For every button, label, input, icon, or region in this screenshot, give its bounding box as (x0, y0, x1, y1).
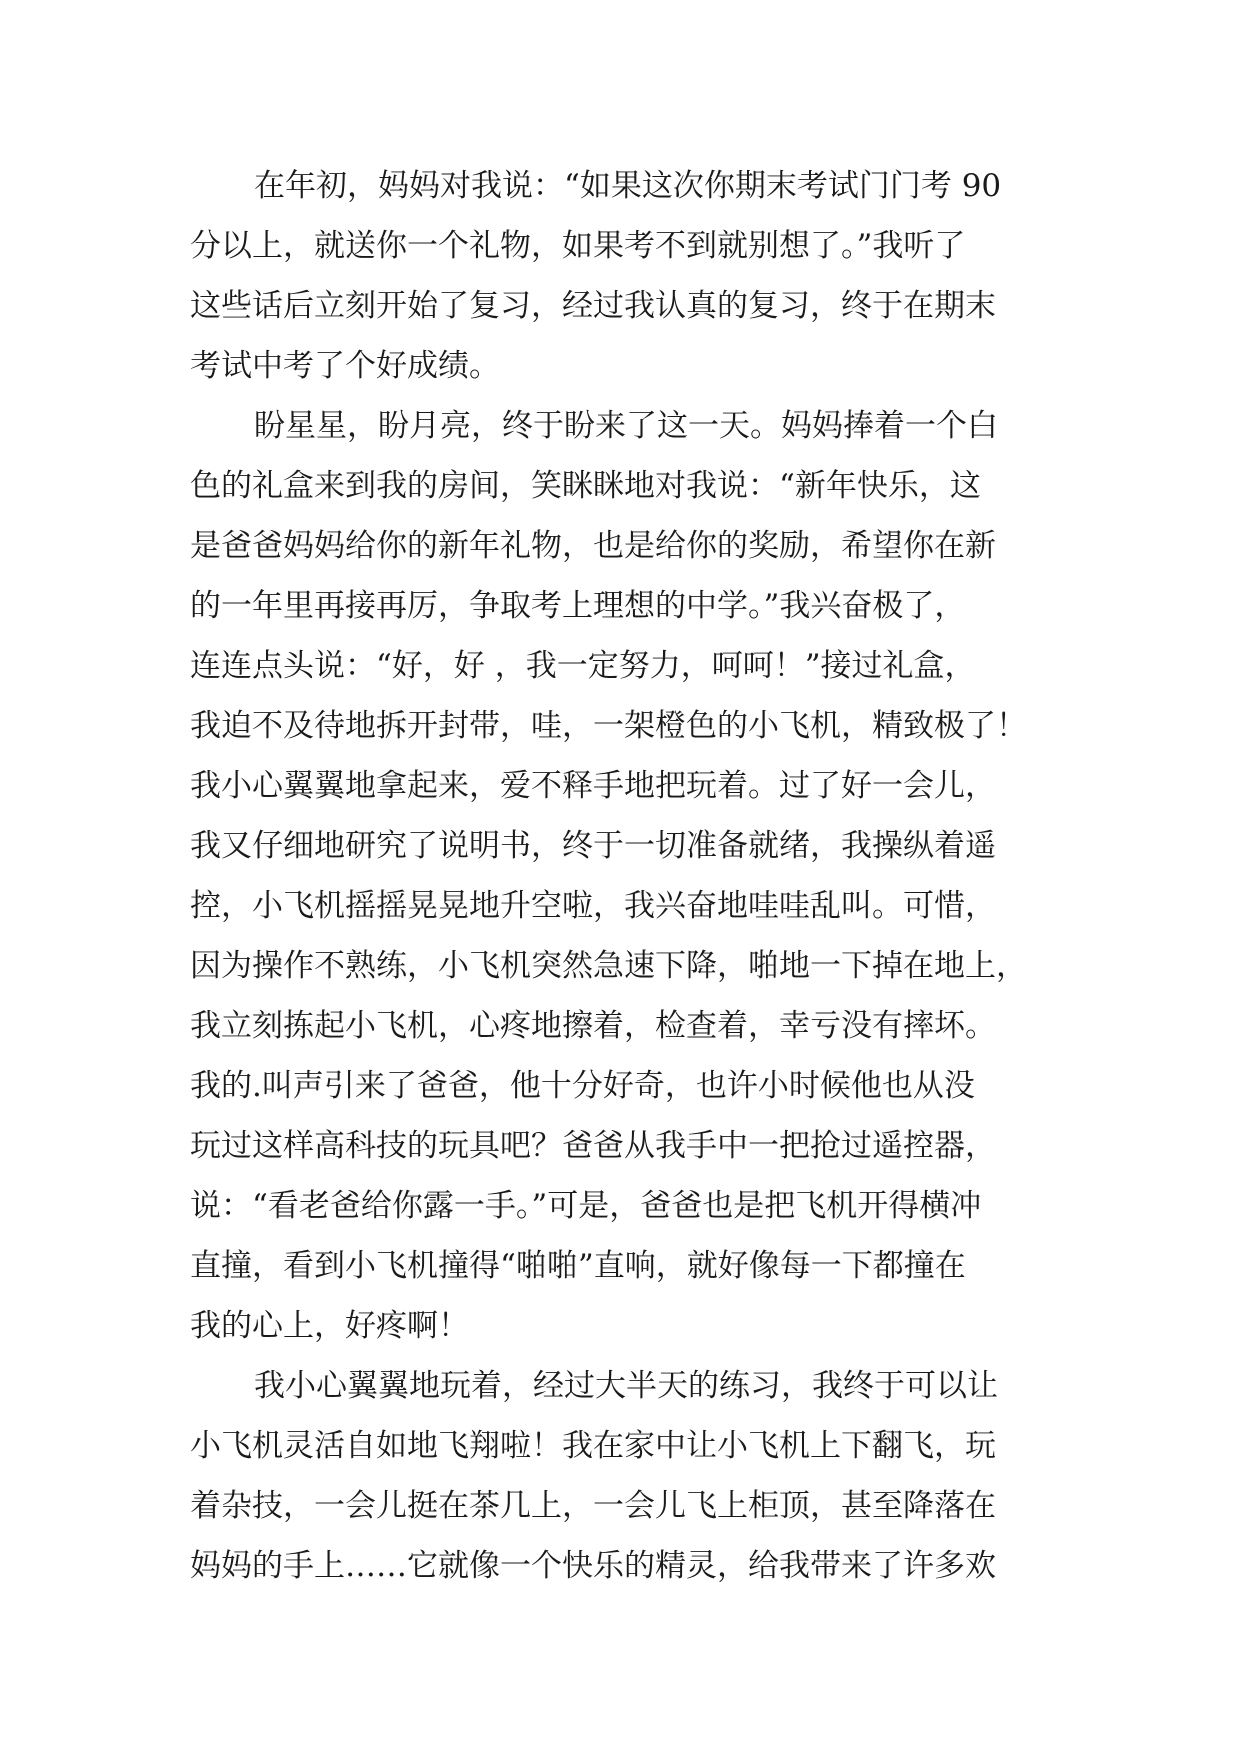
paragraph-2-line-15: 直撞，看到小飞机撞得“啪啪”直响，就好像每一下都撞在 (190, 1248, 966, 1284)
paragraph-3-line-2: 小飞机灵活自如地飞翔啦！我在家中让小飞机上下翻飞，玩 (190, 1428, 996, 1464)
paragraph-2-line-1: 盼星星，盼月亮，终于盼来了这一天。妈妈捧着一个白 (254, 408, 998, 444)
paragraph-3-line-1: 我小心翼翼地玩着，经过大半天的练习，我终于可以让 (254, 1368, 998, 1404)
paragraph-2-line-10: 因为操作不熟练，小飞机突然急速下降，啪地一下掉在地上， (190, 948, 1027, 984)
paragraph-2-line-8: 我又仔细地研究了说明书，终于一切准备就绪，我操纵着遥 (190, 828, 996, 864)
paragraph-2-line-6: 我迫不及待地拆开封带，哇，一架橙色的小飞机，精致极了！ (190, 708, 1027, 744)
paragraph-2-line-12: 我的.叫声引来了爸爸，他十分好奇，也许小时候他也从没 (190, 1068, 975, 1104)
paragraph-1-line-1: 在年初，妈妈对我说：“如果这次你期末考试门门考 90 (254, 168, 1002, 204)
paragraph-2-line-16: 我的心上，好疼啊！ (190, 1308, 469, 1344)
paragraph-1-line-3: 这些话后立刻开始了复习，经过我认真的复习，终于在期末 (190, 288, 996, 324)
paragraph-2-line-9: 控，小飞机摇摇晃晃地升空啦，我兴奋地哇哇乱叫。可惜， (190, 888, 996, 924)
paragraph-2-line-4: 的一年里再接再厉，争取考上理想的中学。”我兴奋极了， (190, 588, 966, 624)
paragraph-1-line-4: 考试中考了个好成绩。 (190, 348, 500, 384)
paragraph-3-line-3: 着杂技，一会儿挺在茶几上，一会儿飞上柜顶，甚至降落在 (190, 1488, 996, 1524)
paragraph-3-line-4: 妈妈的手上……它就像一个快乐的精灵，给我带来了许多欢 (190, 1548, 996, 1584)
paragraph-2-line-3: 是爸爸妈妈给你的新年礼物，也是给你的奖励，希望你在新 (190, 528, 996, 564)
paragraph-1-line-2: 分以上，就送你一个礼物，如果考不到就别想了。”我听了 (190, 228, 966, 264)
article-body (190, 156, 1070, 1596)
paragraph-2-line-14: 说：“看老爸给你露一手。”可是，爸爸也是把飞机开得横冲 (190, 1188, 982, 1224)
paragraph-2-line-11: 我立刻拣起小飞机，心疼地擦着，检查着，幸亏没有摔坏。 (190, 1008, 996, 1044)
paragraph-2-line-5: 连连点头说：“好，好 ，我一定努力，呵呵！”接过礼盒， (190, 648, 976, 684)
paragraph-2-line-13: 玩过这样高科技的玩具吧？爸爸从我手中一把抢过遥控器， (190, 1128, 996, 1164)
paragraph-2-line-7: 我小心翼翼地拿起来，爱不释手地把玩着。过了好一会儿， (190, 768, 996, 804)
paragraph-2-line-2: 色的礼盒来到我的房间，笑眯眯地对我说：“新年快乐，这 (190, 468, 981, 504)
